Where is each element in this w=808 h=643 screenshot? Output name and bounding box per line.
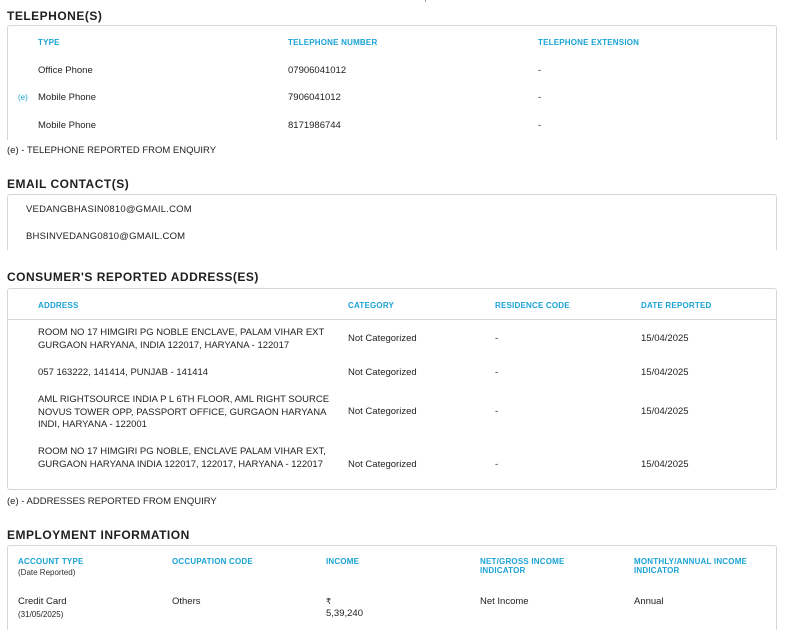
header-divider (8, 319, 776, 320)
top-edge-mark (425, 0, 426, 2)
account-type: Credit Card (18, 596, 67, 607)
telephones-note: (e) - TELEPHONE REPORTED FROM ENQUIRY (7, 145, 217, 156)
telephones-section-title: TELEPHONE(S) (7, 9, 103, 23)
residence-code: - (495, 367, 499, 378)
telephone-number-header: TELEPHONE NUMBER (288, 38, 378, 47)
telephone-extension-header: TELEPHONE EXTENSION (538, 38, 640, 47)
currency-symbol: ₹ (326, 597, 332, 606)
enquiry-marker: (e) (18, 93, 28, 102)
address-category: Not Categorized (348, 406, 417, 417)
date-reported: 15/04/2025 (641, 367, 689, 378)
address-text: 057 163222, 141414, PUNJAB - 141414 (38, 367, 209, 378)
residence-code: - (495, 333, 499, 344)
telephone-type: Mobile Phone (38, 92, 97, 103)
telephones-table (7, 25, 777, 140)
employment-table (7, 545, 777, 630)
date-reported: 15/04/2025 (641, 459, 689, 470)
email-item: VEDANGBHASIN0810@GMAIL.COM (26, 204, 192, 215)
telephone-type: Office Phone (38, 65, 93, 76)
net-gross-indicator: Net Income (480, 596, 529, 607)
telephone-extension: - (538, 65, 542, 76)
net-gross-income-header: NET/GROSS INCOME INDICATOR (480, 557, 565, 575)
date-reported: 15/04/2025 (641, 406, 689, 417)
income-header: INCOME (326, 557, 360, 566)
date-reported-header: DATE REPORTED (641, 301, 712, 310)
emails-section-title: EMAIL CONTACT(S) (7, 177, 130, 191)
occupation-code-header: OCCUPATION CODE (172, 557, 253, 566)
telephone-number: 7906041012 (288, 92, 341, 103)
addresses-section-title: CONSUMER'S REPORTED ADDRESS(ES) (7, 270, 259, 284)
address-header: ADDRESS (38, 301, 79, 310)
address-text: AML RIGHTSOURCE INDIA P L 6TH FLOOR, AML RIGHT SOURCE NOVUS TOWER OPP, PASSPORT OFFICE, GURGAON HARYANA INDI, HARYANA - 122001 (38, 394, 330, 430)
account-type-header (18, 557, 158, 577)
monthly-annual-income-header: MONTHLY/ANNUAL INCOME INDICATOR (634, 557, 748, 575)
category-header: CATEGORY (348, 301, 395, 310)
telephone-number: 8171986744 (288, 120, 341, 131)
telephone-type-header: TYPE (38, 38, 60, 47)
telephone-extension: - (538, 92, 542, 103)
address-category: Not Categorized (348, 459, 417, 470)
telephone-type: Mobile Phone (38, 120, 97, 131)
residence-code: - (495, 459, 499, 470)
date-reported-sublabel: (Date Reported) (18, 568, 76, 577)
residence-code: - (495, 406, 499, 417)
account-type-header-label: ACCOUNT TYPE (18, 557, 84, 566)
employment-section-title: EMPLOYMENT INFORMATION (7, 528, 190, 542)
date-reported: 15/04/2025 (641, 333, 689, 344)
account-date-reported: (31/05/2025) (18, 610, 64, 619)
address-text: ROOM NO 17 HIMGIRI PG NOBLE, ENCLAVE PALAM VIHAR EXT, GURGAON HARYANA INDIA 122017, 122017, HARYANA - 122017 (38, 446, 326, 470)
address-category: Not Categorized (348, 333, 417, 344)
address-text: ROOM NO 17 HIMGIRI PG NOBLE ENCLAVE, PALAM VIHAR EXT GURGAON HARYANA, INDIA 122017, HARYANA - 122017 (38, 327, 325, 351)
email-item: BHSINVEDANG0810@GMAIL.COM (26, 231, 186, 242)
income-value: 5,39,240 (326, 608, 363, 619)
residence-code-header: RESIDENCE CODE (495, 301, 570, 310)
occupation-code: Others (172, 596, 201, 607)
addresses-note: (e) - ADDRESSES REPORTED FROM ENQUIRY (7, 496, 217, 507)
telephone-number: 07906041012 (288, 65, 347, 76)
address-category: Not Categorized (348, 367, 417, 378)
telephone-extension: - (538, 120, 542, 131)
monthly-annual-indicator: Annual (634, 596, 664, 607)
emails-list (7, 194, 777, 250)
addresses-table (7, 288, 777, 490)
